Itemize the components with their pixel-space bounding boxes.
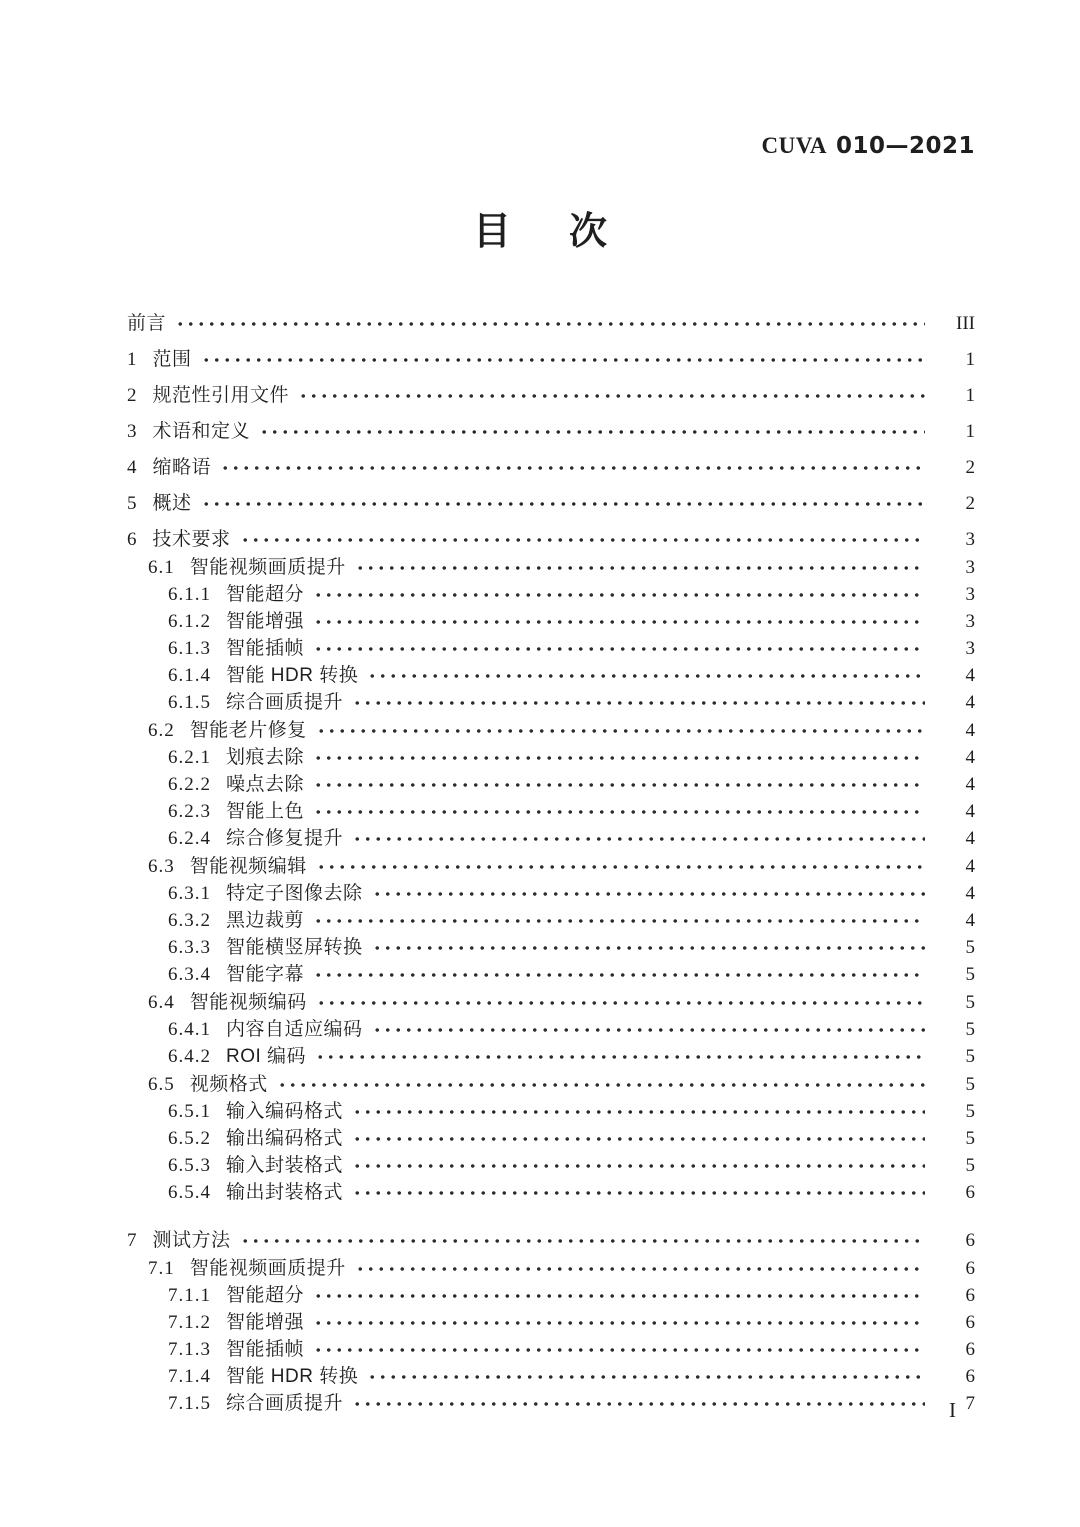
toc-entry-page: 1 — [965, 349, 975, 370]
standard-code — [761, 132, 975, 159]
toc-entry-number: 6.2.3 — [168, 801, 211, 822]
toc-entry-page: 3 — [965, 611, 975, 632]
toc-entry — [127, 930, 975, 957]
dot-leader — [367, 673, 925, 683]
dot-leader — [220, 465, 925, 475]
toc-entry-title: 内容自适应编码 — [226, 1019, 363, 1040]
toc-entry-number: 6.2.4 — [168, 828, 211, 849]
toc-entry-page: 5 — [965, 992, 975, 1013]
dot-leader — [316, 864, 925, 874]
toc-list — [127, 297, 975, 1413]
toc-entry-number: 6.4.1 — [168, 1019, 211, 1040]
dot-leader — [201, 357, 925, 367]
dot-leader — [313, 592, 925, 602]
toc-entry — [127, 740, 975, 767]
toc-entry — [127, 1305, 975, 1332]
dot-leader — [313, 972, 925, 982]
toc-entry — [127, 685, 975, 712]
standard-code-number: 010—2021 — [835, 133, 975, 159]
toc-entry-page: 5 — [965, 964, 975, 985]
toc-entry-page: 2 — [965, 457, 975, 478]
toc-entry-number: 6.1.3 — [168, 638, 211, 659]
toc-entry-title: 智能老片修复 — [189, 720, 307, 741]
toc-entry-page: 5 — [965, 1019, 975, 1040]
toc-entry-number: 4 — [127, 457, 138, 478]
toc-entry-page: 6 — [965, 1182, 975, 1203]
toc-entry-page: 6 — [965, 1366, 975, 1387]
dot-leader — [259, 429, 925, 439]
toc-entry — [127, 712, 975, 740]
toc-entry-page: 4 — [965, 856, 975, 877]
toc-entry-page: 5 — [965, 1128, 975, 1149]
toc-entry — [127, 1359, 975, 1386]
toc-entry-number: 7.1.1 — [168, 1285, 211, 1306]
dot-leader — [372, 945, 925, 955]
toc-entry — [127, 513, 975, 549]
dot-leader — [313, 1293, 925, 1303]
dot-leader — [352, 700, 925, 710]
dot-leader — [201, 501, 925, 511]
dot-leader — [175, 321, 925, 331]
toc-entry — [127, 405, 975, 441]
toc-entry-number: 6.2.1 — [168, 747, 211, 768]
dot-leader — [313, 918, 925, 928]
dot-leader — [315, 1054, 925, 1064]
toc-entry — [127, 1121, 975, 1148]
toc-entry-number: 5 — [127, 493, 138, 514]
toc-entry-title: 规范性引用文件 — [152, 385, 290, 406]
toc-entry-number: 6.3.1 — [168, 883, 211, 904]
dot-leader — [316, 1000, 925, 1010]
toc-entry — [127, 1250, 975, 1278]
toc-entry-page: 6 — [965, 1230, 975, 1251]
toc-entry-page: 6 — [965, 1339, 975, 1360]
page-title-char-right: 次 — [569, 211, 608, 253]
toc-entry — [127, 1066, 975, 1094]
toc-entry-page: 3 — [965, 584, 975, 605]
toc-entry — [127, 767, 975, 794]
toc-entry-page: 4 — [965, 747, 975, 768]
toc-entry — [127, 1386, 975, 1413]
toc-entry — [127, 848, 975, 876]
toc-entry-number: 6.1.1 — [168, 584, 211, 605]
toc-entry-number: 6.5.3 — [168, 1155, 211, 1176]
dot-leader — [352, 1109, 925, 1119]
toc-entry — [127, 1332, 975, 1359]
toc-entry — [127, 903, 975, 930]
toc-entry — [127, 369, 975, 405]
toc-entry-title: 智能上色 — [226, 801, 305, 822]
dot-leader — [313, 755, 925, 765]
toc-entry-number: 3 — [127, 421, 138, 442]
toc-entry — [127, 441, 975, 477]
toc-entry-page: 6 — [965, 1285, 975, 1306]
toc-entry-title: 智能字幕 — [226, 964, 305, 985]
toc-entry-number: 6.1.2 — [168, 611, 211, 632]
toc-entry-page: III — [956, 313, 975, 334]
dot-leader — [316, 728, 925, 738]
dot-leader — [367, 1374, 925, 1384]
toc-entry-title: 范围 — [152, 349, 192, 370]
toc-entry — [127, 477, 975, 513]
toc-entry-title: 智能超分 — [226, 1285, 305, 1306]
dot-leader — [352, 1401, 925, 1411]
toc-entry — [127, 333, 975, 369]
toc-entry — [127, 577, 975, 604]
toc-entry-title: 智能超分 — [226, 584, 305, 605]
toc-entry-title: 智能增强 — [226, 611, 305, 632]
toc-entry-page: 5 — [965, 1101, 975, 1122]
toc-entry-page: 4 — [965, 883, 975, 904]
toc-entry-title: 噪点去除 — [226, 774, 305, 795]
toc-entry — [127, 957, 975, 984]
toc-entry-page: 5 — [965, 1155, 975, 1176]
toc-entry-number: 6.1 — [148, 557, 175, 578]
toc-entry — [127, 297, 975, 333]
toc-entry-title: 综合修复提升 — [226, 828, 344, 849]
toc-entry — [127, 1148, 975, 1175]
toc-entry-number: 6.5.2 — [168, 1128, 211, 1149]
toc-entry-page: 7 — [965, 1393, 975, 1414]
toc-entry-number: 7 — [127, 1230, 138, 1251]
toc-entry-page: 5 — [965, 1046, 975, 1067]
dot-leader — [298, 393, 925, 403]
toc-entry — [127, 1214, 975, 1250]
toc-entry-page: 4 — [965, 801, 975, 822]
toc-entry-page: 6 — [965, 1258, 975, 1279]
toc-entry-number: 6.2 — [148, 720, 175, 741]
toc-entry-page: 4 — [965, 692, 975, 713]
toc-entry-title: 输出封装格式 — [226, 1182, 344, 1203]
page-title — [0, 212, 1080, 254]
toc-entry-page: 4 — [965, 828, 975, 849]
toc-entry-page: 5 — [965, 1074, 975, 1095]
toc-entry-title: 综合画质提升 — [226, 692, 344, 713]
toc-entry — [127, 604, 975, 631]
toc-entry-page: 3 — [965, 638, 975, 659]
toc-entry-title: 智能视频编码 — [189, 992, 307, 1013]
toc-entry — [127, 1012, 975, 1039]
toc-entry-title: 输入封装格式 — [226, 1155, 344, 1176]
dot-leader — [313, 646, 925, 656]
toc-entry-title: 智能横竖屏转换 — [226, 937, 363, 958]
page-title-char-left: 目 — [472, 211, 511, 253]
toc-entry-number: 6.2.2 — [168, 774, 211, 795]
toc-entry-number: 6.3 — [148, 856, 175, 877]
dot-leader — [372, 891, 925, 901]
toc-entry-title: 概述 — [152, 493, 192, 514]
toc-entry-title: 智能 HDR 转换 — [226, 665, 359, 686]
dot-leader — [313, 809, 925, 819]
toc-entry-title: 缩略语 — [152, 457, 212, 478]
toc-entry-page: 1 — [965, 385, 975, 406]
toc-entry-number: 6.4 — [148, 992, 175, 1013]
toc-entry-title: 黑边裁剪 — [226, 910, 305, 931]
toc-entry-page: 6 — [965, 1312, 975, 1333]
toc-entry-title: 输出编码格式 — [226, 1128, 344, 1149]
toc-entry — [127, 1175, 975, 1202]
toc-entry-page: 3 — [965, 557, 975, 578]
toc-entry-number: 6 — [127, 529, 138, 550]
toc-entry — [127, 658, 975, 685]
dot-leader — [352, 1136, 925, 1146]
dot-leader — [240, 1238, 925, 1248]
toc-entry-title: 测试方法 — [152, 1230, 231, 1251]
toc-entry-title: 智能视频画质提升 — [189, 557, 346, 578]
toc-entry-page: 1 — [965, 421, 975, 442]
dot-leader — [352, 1163, 925, 1173]
dot-leader — [352, 836, 925, 846]
toc-entry-page: 4 — [965, 720, 975, 741]
toc-entry — [127, 549, 975, 577]
toc-entry-title: 术语和定义 — [152, 421, 251, 442]
toc-entry-number: 6.1.5 — [168, 692, 211, 713]
toc-entry — [127, 794, 975, 821]
toc-entry-number: 2 — [127, 385, 138, 406]
dot-leader — [313, 1320, 925, 1330]
toc-entry-title: 智能插帧 — [226, 1339, 305, 1360]
dot-leader — [355, 1266, 925, 1276]
toc-entry-title: 特定子图像去除 — [226, 883, 363, 904]
toc-entry-number: 6.3.4 — [168, 964, 211, 985]
toc-entry-title: 智能视频编辑 — [189, 856, 307, 877]
toc-entry-number: 7.1.5 — [168, 1393, 211, 1414]
toc-entry-title: 综合画质提升 — [226, 1393, 344, 1414]
toc-entry-number: 6.1.4 — [168, 665, 211, 686]
toc-entry-title: 划痕去除 — [226, 747, 305, 768]
toc-entry-number: 1 — [127, 349, 138, 370]
toc-entry-number: 6.5.4 — [168, 1182, 211, 1203]
toc-entry — [127, 1094, 975, 1121]
toc-entry-page: 4 — [965, 774, 975, 795]
toc-entry-title: 前言 — [127, 313, 167, 334]
toc-entry — [127, 821, 975, 848]
toc-entry — [127, 1039, 975, 1066]
toc-entry-page: 5 — [965, 937, 975, 958]
toc-entry — [127, 876, 975, 903]
toc-entry — [127, 984, 975, 1012]
dot-leader — [277, 1082, 925, 1092]
toc-entry-title: ROI 编码 — [226, 1046, 307, 1067]
toc-entry — [127, 631, 975, 658]
toc-entry-page: 4 — [965, 910, 975, 931]
toc-entry-number: 6.5.1 — [168, 1101, 211, 1122]
toc-entry-number: 6.5 — [148, 1074, 175, 1095]
toc-entry-title: 输入编码格式 — [226, 1101, 344, 1122]
dot-leader — [372, 1027, 925, 1037]
toc-entry-title: 视频格式 — [189, 1074, 268, 1095]
toc-entry-number: 6.3.3 — [168, 937, 211, 958]
toc-entry-number: 7.1.4 — [168, 1366, 211, 1387]
toc-entry-page: 2 — [965, 493, 975, 514]
dot-leader — [313, 619, 925, 629]
footer-page-number: I — [949, 1398, 956, 1422]
standard-code-prefix: CUVA — [761, 133, 827, 158]
toc-entry-number: 7.1.3 — [168, 1339, 211, 1360]
toc-entry-title: 智能插帧 — [226, 638, 305, 659]
toc-entry — [127, 1278, 975, 1305]
toc-entry-page: 3 — [965, 529, 975, 550]
dot-leader — [313, 1347, 925, 1357]
toc-entry-title: 智能 HDR 转换 — [226, 1366, 359, 1387]
dot-leader — [352, 1190, 925, 1200]
dot-leader — [240, 537, 925, 547]
toc-entry-title: 智能视频画质提升 — [189, 1258, 346, 1279]
toc-entry-number: 7.1.2 — [168, 1312, 211, 1333]
dot-leader — [355, 565, 925, 575]
toc-entry-number: 6.4.2 — [168, 1046, 211, 1067]
toc-entry-title: 智能增强 — [226, 1312, 305, 1333]
toc-entry-page: 4 — [965, 665, 975, 686]
dot-leader — [313, 782, 925, 792]
toc-entry-title: 技术要求 — [152, 529, 231, 550]
toc-entry-number: 6.3.2 — [168, 910, 211, 931]
toc-entry-number: 7.1 — [148, 1258, 175, 1279]
